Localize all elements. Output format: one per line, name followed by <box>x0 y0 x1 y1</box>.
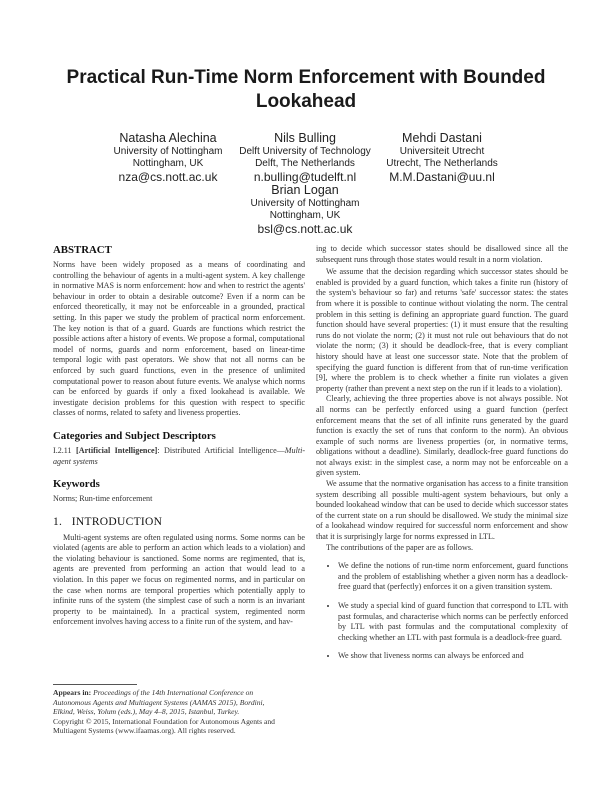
intro-heading <box>53 515 305 529</box>
left-column <box>53 244 305 628</box>
category-rest: : Distributed Artificial Intelligence— <box>157 445 285 455</box>
author-block-2 <box>225 131 385 184</box>
right-column <box>316 244 568 670</box>
author-email: n.bulling@tudelft.nl <box>253 170 357 184</box>
appears-proceedings: Proceedings of the 14th International Conference on Autonomous Agents and Multiagent Systems (AAMAS 2015), Bordini, Elkind, Weiss, Yolum (eds.), May 4–8, 2015, Istanbul, Turkey. <box>53 688 265 717</box>
keywords-text: Norms; Run-time enforcement <box>53 494 153 504</box>
author-location: Utrecht, The Netherlands <box>386 158 498 169</box>
abstract-heading: ABSTRACT <box>53 244 112 256</box>
list-item: • We study a special kind of guard function that correspond to LTL with past formulas, and characterise which norms can be perfectly enforced by LTL with past formulas and the computational complexity of checking whether an LTL with past formula is a deadlock-free guard. <box>338 601 568 643</box>
author-name: Mehdi Dastani <box>402 131 482 145</box>
list-item: • We define the notions of run-time norm enforcement, guard functions and the problem of establishing whether a given norm has a deadlock-free guard that (perfectly) enforces it on a given transition system. <box>338 561 568 593</box>
author-affiliation: Delft University of Technology <box>239 146 371 157</box>
right-paragraph-2: We assume that the decision regarding which successor states should be enabled is provided by a guard function, which takes a finite run (history of the system's behaviour so far) and returns 'safe' successor states: the states from where it is possible to continue without violating the norm. The central problem in this setting is defining an appropriate guard function. The guard function should have several properties: (1) it must ensure that the resulting runs do not violate the norm; (2) it must not rule out behaviours that do not violate the norm; (3) it should be deadlock-free, that is every compliant history should have at least one successor state. Note that the problem of specifying the guard function is different from that of run-time verification [9], where the problem is to check whether a finite run violates a given property (rather than prevent a next step on the run if it leads to a violation). <box>316 267 568 393</box>
author-block-1 <box>88 131 248 184</box>
category-bold: [Artificial Intelligence] <box>76 445 158 455</box>
appears-in-note <box>53 688 283 736</box>
right-paragraph-1: ing to decide which successor states should be disallowed since all the subsequent runs through those states would result in a norm violation. <box>316 244 568 264</box>
right-paragraph-4: We assume that the normative organisation has access to a finite transition system describing all possible multi-agent system behaviours, but only a bounded lookahead window that can be used to decide which successor states of the current state on a run should be disallowed. We study the minimal size of a lookahead window required for successful norm enforcement and show that it is surprisingly large for norms expressed in LTL. <box>316 479 568 542</box>
footnote-rule <box>53 684 137 685</box>
appears-label: Appears in: <box>53 688 92 697</box>
author-email: M.M.Dastani@uu.nl <box>389 170 495 184</box>
author-affiliation: University of Nottingham <box>250 198 360 209</box>
author-block-4 <box>225 183 385 236</box>
category-italic: Multi-agent systems <box>53 445 306 466</box>
contributions-list <box>316 561 568 662</box>
categories-text <box>53 446 305 467</box>
right-paragraph-5: The contributions of the paper are as follows. <box>326 542 473 552</box>
intro-text: Multi-agent systems are often regulated using norms. Some norms can be violated (agents are able to perform an action which leads to a violation) and the violating behaviour is sanctioned. Some norms are regimented, that is, agents are prevented from performing an action that would lead to a violation. In this paper we focus on regimented norms, and in particular on the case when norms are temporal properties which potentially apply to infinite runs of the system (the simplest case of such a norm is an invariant property to be maintained). In a practical system, regimented norm enforcement involves having access to a finite run of the system, and hav- <box>53 532 305 627</box>
categories-heading: Categories and Subject Descriptors <box>53 429 216 442</box>
paper-title: Practical Run-Time Norm Enforcement with Bounded Lookahead <box>66 67 546 112</box>
right-paragraph-3: Clearly, achieving the three properties above is not always possible. Not all norms can be perfectly enforced using a guard function (perfect enforcement means that the set of all infinite runs generated by the guard function is exactly the set of runs that conform to the norm). An obvious example of such norms are liveness properties (or, in normative terms, obligations without a deadline). Similarly, deadlock-free guard functions do not always exist: in the simplest case, a norm may not be enforceable on a given system. <box>316 394 568 478</box>
author-location: Delft, The Netherlands <box>255 158 355 169</box>
keywords-heading: Keywords <box>53 478 100 491</box>
copyright-text: Copyright © 2015, International Foundation for Autonomous Agents and Multiagent Systems (www.ifaamas.org). All rights reserved. <box>53 716 275 736</box>
category-code: I.2.11 <box>53 445 72 455</box>
intro-number: 1. <box>53 515 63 528</box>
author-email: bsl@cs.nott.ac.uk <box>257 222 353 236</box>
author-email: nza@cs.nott.ac.uk <box>118 170 218 184</box>
intro-title: INTRODUCTION <box>71 515 163 528</box>
author-name: Nils Bulling <box>274 131 336 145</box>
author-block-3 <box>362 131 522 184</box>
author-affiliation: University of Nottingham <box>113 146 223 157</box>
list-item: • We show that liveness norms can always be enforced and <box>338 651 568 662</box>
author-location: Nottingham, UK <box>132 158 204 169</box>
abstract-text: Norms have been widely proposed as a means of coordinating and controlling the behaviour of agents in a multi-agent system. A key challenge in normative MAS is norm enforcement: how and when to restrict the agents' behaviour in order to obtain a desirable outcome? Even if a norm can be enforced theoretically, it may not be enforceable in a grounded, practical setting. In this paper we study the problem of practical norm enforcement. The key notion is that of a guard. Guards are functions which restrict the possible actions after a history of events. We propose a formal, computational model of norms, guards and norm enforcement, based on linear-time temporal logic with past operators. We show that not all norms can be enforced by such guard functions, even in the presence of unlimited computational power to reason about future events. We analyse which norms can be enforced by guards if only a fixed lookahead is available. We investigate decision problems for this question with respect to specific classes of norms, related to safety and liveness properties. <box>53 260 305 418</box>
author-name: Natasha Alechina <box>119 131 217 145</box>
author-location: Nottingham, UK <box>269 210 341 221</box>
author-name: Brian Logan <box>271 183 339 197</box>
author-affiliation: Universiteit Utrecht <box>399 146 485 157</box>
